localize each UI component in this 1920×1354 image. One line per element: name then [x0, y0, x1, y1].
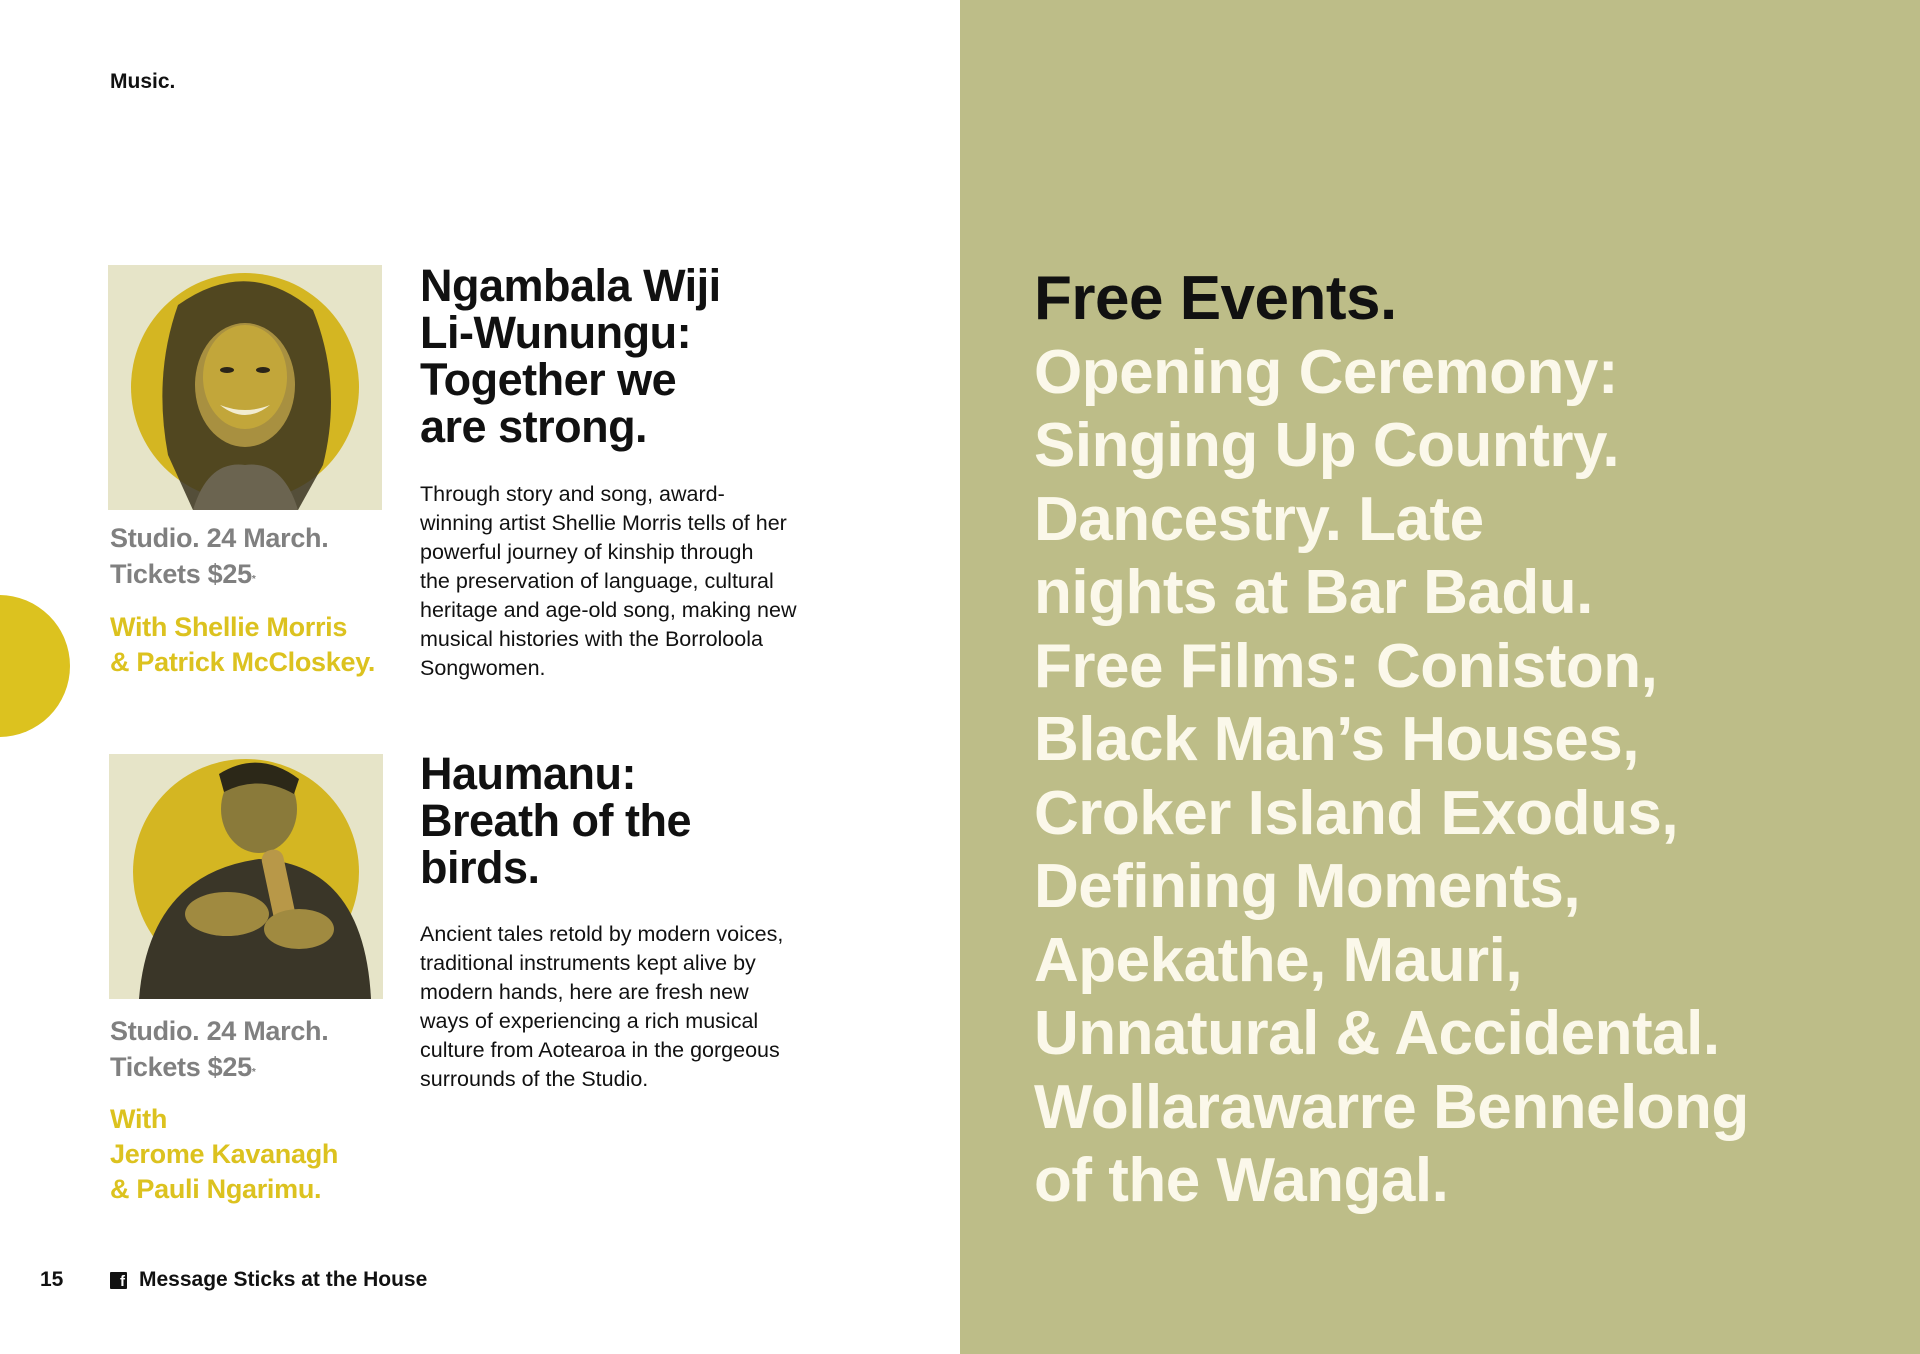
event-description-2 [420, 920, 880, 1094]
description-line: the preservation of language, cultural [420, 569, 774, 593]
tickets-label: Tickets $25 [110, 1052, 252, 1082]
event-artists-1 [110, 610, 375, 680]
social-page-name: Message Sticks at the House [139, 1268, 428, 1291]
event-description-1 [420, 480, 880, 683]
description-line: Ancient tales retold by modern voices, [420, 922, 784, 946]
artist-line: With [110, 1104, 168, 1134]
event-artists-2 [110, 1102, 338, 1207]
free-event-line: Singing Up Country. [1034, 411, 1620, 480]
free-events-list [1034, 262, 1894, 1218]
free-event-line: Black Man’s Houses, [1034, 705, 1639, 774]
description-line: modern hands, here are fresh new [420, 980, 749, 1004]
tickets-price [110, 1049, 328, 1085]
decorative-yellow-circle [0, 595, 70, 737]
free-event-line: Defining Moments, [1034, 852, 1581, 921]
event-meta-2 [110, 1013, 328, 1085]
description-line: heritage and age-old song, making new [420, 598, 797, 622]
free-event-line: of the Wangal. [1034, 1146, 1449, 1215]
description-line: winning artist Shellie Morris tells of her [420, 511, 787, 535]
page-number: 15 [40, 1268, 64, 1291]
tickets-price [110, 556, 328, 592]
event-title-2 [420, 750, 691, 891]
page-footer [0, 1268, 960, 1296]
tickets-footnote-mark: * [251, 1067, 256, 1078]
description-line: powerful journey of kinship through [420, 540, 754, 564]
venue-date: Studio. 24 March. [110, 1016, 329, 1046]
description-line: culture from Aotearoa in the gorgeous [420, 1038, 780, 1062]
description-line: musical histories with the Borroloola [420, 627, 763, 651]
event-meta-1 [110, 520, 328, 592]
artist-photo-shellie-morris [108, 265, 382, 510]
free-event-line: Dancestry. Late [1034, 484, 1484, 554]
free-event-line: Croker Island Exodus, [1034, 778, 1679, 848]
title-line: Breath of the [420, 795, 692, 846]
free-event-line: Unnatural & Accidental. [1034, 999, 1720, 1068]
free-events-heading: Free Events. [1034, 264, 1397, 333]
free-event-line: Free Films: Coniston, [1034, 631, 1658, 701]
title-line: are strong. [420, 401, 648, 452]
description-line: ways of experiencing a rich musical [420, 1009, 759, 1033]
venue-date: Studio. 24 March. [110, 523, 329, 553]
title-line: birds. [420, 842, 540, 893]
title-line: Together we [420, 354, 677, 405]
title-line: Li-Wunungu: [420, 307, 692, 358]
description-line: traditional instruments kept alive by [420, 951, 756, 975]
tickets-footnote-mark: * [251, 574, 256, 585]
event-title-1 [420, 262, 721, 450]
section-label: Music. [110, 70, 176, 93]
artist-line: With Shellie Morris [110, 612, 348, 642]
title-line: Ngambala Wiji [420, 260, 721, 311]
description-line: Through story and song, award- [420, 482, 725, 506]
tickets-label: Tickets $25 [110, 559, 252, 589]
description-line: surrounds of the Studio. [420, 1067, 649, 1091]
artist-photo-jerome-kavanagh [109, 754, 383, 999]
free-event-line: nights at Bar Badu. [1034, 558, 1593, 627]
title-line: Haumanu: [420, 748, 637, 799]
artist-line: & Pauli Ngarimu. [110, 1174, 322, 1204]
facebook-icon[interactable]: f [110, 1272, 127, 1289]
artist-line: Jerome Kavanagh [110, 1139, 339, 1169]
description-line: Songwomen. [420, 656, 546, 680]
free-event-line: Opening Ceremony: [1034, 337, 1619, 407]
free-event-line: Wollarawarre Bennelong [1034, 1072, 1749, 1142]
free-event-line: Apekathe, Mauri, [1034, 925, 1523, 995]
artist-line: & Patrick McCloskey. [110, 647, 376, 677]
